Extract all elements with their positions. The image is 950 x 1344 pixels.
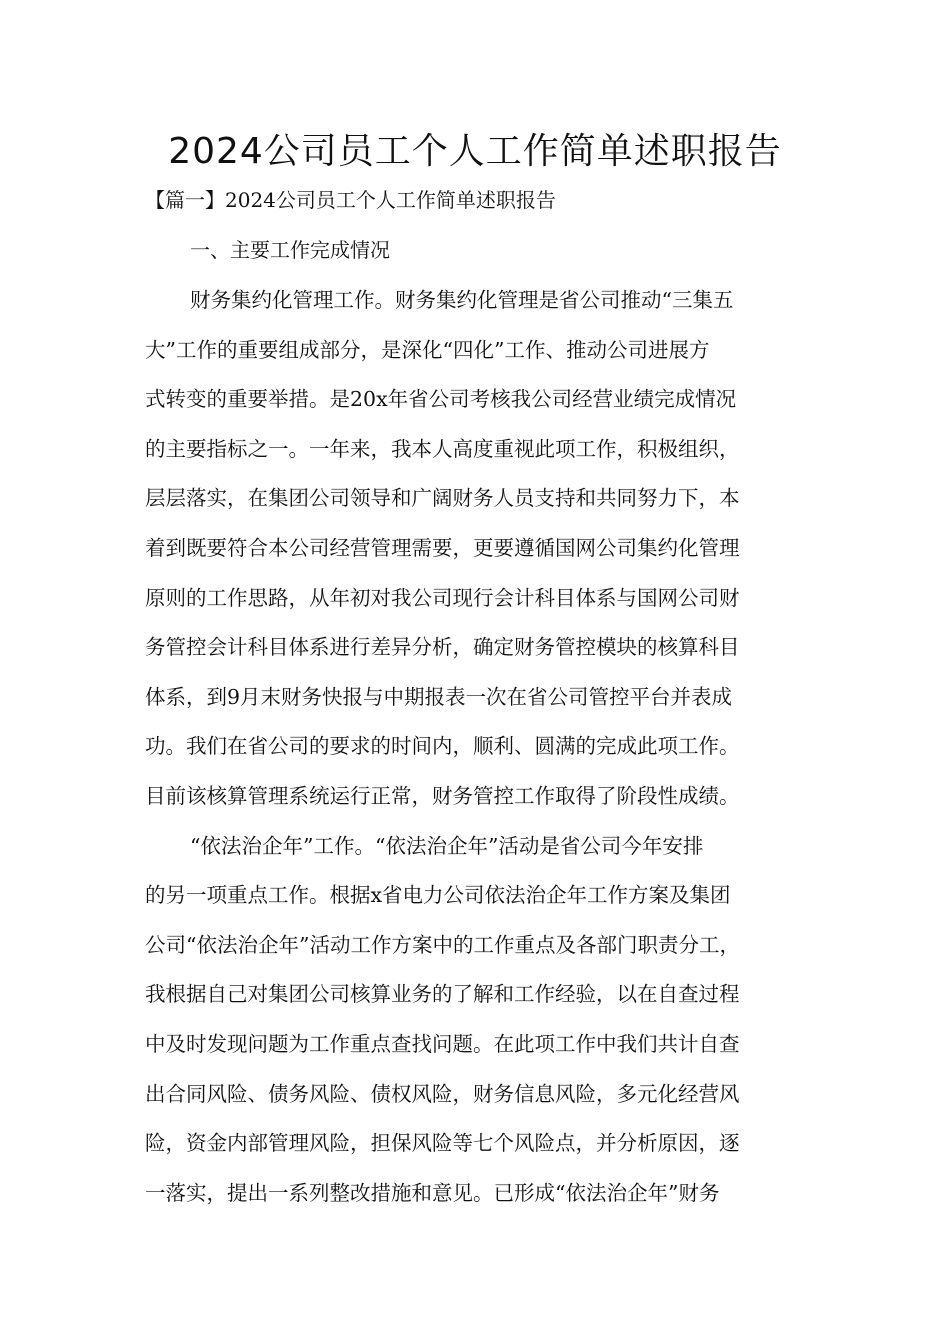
body-text-line: 险，资金内部管理风险，担保风险等七个风险点，并分析原因，逐 — [145, 1131, 740, 1156]
body-text-line: 财务集约化管理工作。财务集约化管理是省公司推动“三集五 — [190, 288, 734, 312]
body-text-line: 目前该核算管理系统运行正常，财务管控工作取得了阶段性成绩。 — [145, 783, 740, 808]
body-text-line: 一落实，提出一系列整改措施和意见。已形成“依法治企年”财务 — [145, 1180, 720, 1205]
body-text-line: 务管控会计科目体系进行差异分析，确定财务管控模块的核算科目 — [145, 635, 740, 660]
document-subtitle: 【篇一】2024公司员工个人工作简单述职报告 — [145, 188, 556, 212]
body-text-line: 层层落实，在集团公司领导和广阔财务人员支持和共同努力下，本 — [145, 486, 740, 511]
body-text-line: 的主要指标之一。一年来，我本人高度重视此项工作，积极组织， — [145, 436, 740, 461]
document-body — [145, 284, 835, 1226]
body-text-line: 我根据自己对集团公司核算业务的了解和工作经验，以在自查过程 — [145, 982, 740, 1007]
body-text-line: 公司“依法治企年”活动工作方案中的工作重点及各部门职责分工， — [145, 932, 740, 957]
document-title: 2024公司员工个人工作简单述职报告 — [168, 131, 782, 172]
body-text-line: 原则的工作思路，从年初对我公司现行会计科目体系与国网公司财 — [145, 585, 740, 610]
body-text-line: 大”工作的重要组成部分，是深化“四化”工作、推动公司进展方 — [145, 337, 710, 362]
body-text-line: 式转变的重要举措。是20x年省公司考核我公司经营业绩完成情况 — [145, 387, 737, 412]
body-text-line: 着到既要符合本公司经营管理需要，更要遵循国网公司集约化管理 — [145, 535, 740, 560]
body-text-line: 出合同风险、债务风险、债权风险，财务信息风险，多元化经营风 — [145, 1081, 740, 1106]
body-text-line: 功。我们在省公司的要求的时间内，顺利、圆满的完成此项工作。 — [145, 734, 740, 759]
section-heading: 一、主要工作完成情况 — [190, 238, 390, 262]
body-text-line: 体系，到9月末财务快报与中期报表一次在省公司管控平台并表成 — [145, 684, 733, 709]
body-text-line: “依法治企年”工作。“依法治企年”活动是省公司今年安排 — [190, 833, 704, 858]
body-text-line: 中及时发现问题为工作重点查找问题。在此项工作中我们共计自查 — [145, 1031, 740, 1056]
body-text-line: 的另一项重点工作。根据x省电力公司依法治企年工作方案及集团 — [145, 883, 731, 908]
